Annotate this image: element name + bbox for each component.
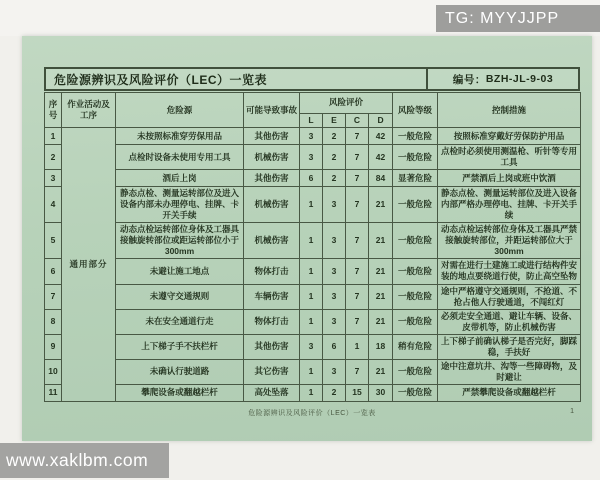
cell-seq: 1 (45, 128, 62, 145)
page-title: 危险源辨识及风险评价（LEC）一览表 (54, 72, 268, 87)
table-row (45, 284, 581, 309)
cell-d-value: 30 (369, 384, 393, 401)
cell-accident: 其他伤害 (244, 170, 300, 187)
cell-seq: 9 (45, 334, 62, 359)
cell-risk-level: 一般危险 (393, 223, 438, 259)
cell-seq: 8 (45, 309, 62, 334)
cell-hazard: 未按照标准穿劳保用品 (116, 128, 244, 145)
cell-accident: 机械伤害 (244, 223, 300, 259)
header-seq: 序号 (45, 93, 62, 128)
table-row (45, 359, 581, 384)
table-row (45, 187, 581, 223)
cell-risk-level: 一般危险 (393, 145, 438, 170)
cell-control: 上下梯子前确认梯子是否完好，脚踩稳，手扶好 (438, 334, 581, 359)
cell-control: 严禁酒后上岗或班中饮酒 (438, 170, 581, 187)
cell-seq: 2 (45, 145, 62, 170)
cell-hazard: 酒后上岗 (116, 170, 244, 187)
cell-c-value: 7 (346, 359, 369, 384)
header-activity: 作业活动及工序 (62, 93, 116, 128)
header-lecd-col: D (369, 114, 393, 128)
cell-control: 对需在进行土建施工或进行结构件安装的地点要绕道行使，防止高空坠物 (438, 259, 581, 284)
cell-l-value: 3 (300, 145, 323, 170)
cell-accident: 高处坠落 (244, 384, 300, 401)
header-control: 控制措施 (438, 93, 581, 128)
header-lecd-col: E (323, 114, 346, 128)
cell-e-value: 2 (323, 170, 346, 187)
cell-control: 按照标准穿戴好劳保防护用品 (438, 128, 581, 145)
cell-l-value: 1 (300, 223, 323, 259)
cell-accident: 机械伤害 (244, 145, 300, 170)
cell-seq: 7 (45, 284, 62, 309)
table-row (45, 334, 581, 359)
cell-hazard: 上下梯子手不扶栏杆 (116, 334, 244, 359)
cell-l-value: 6 (300, 170, 323, 187)
cell-d-value: 84 (369, 170, 393, 187)
cell-hazard: 未确认行驶道路 (116, 359, 244, 384)
table-title-bar (44, 67, 580, 91)
cell-c-value: 7 (346, 223, 369, 259)
cell-e-value: 3 (323, 309, 346, 334)
table-row (45, 309, 581, 334)
cell-c-value: 7 (346, 128, 369, 145)
header-row-1 (45, 93, 581, 114)
cell-c-value: 15 (346, 384, 369, 401)
cell-d-value: 21 (369, 359, 393, 384)
cell-c-value: 7 (346, 170, 369, 187)
cell-e-value: 3 (323, 284, 346, 309)
cell-e-value: 3 (323, 359, 346, 384)
header-lecd-col: C (346, 114, 369, 128)
cell-risk-level: 一般危险 (393, 384, 438, 401)
cell-accident: 机械伤害 (244, 187, 300, 223)
risk-assessment-table (44, 92, 581, 402)
cell-d-value: 21 (369, 309, 393, 334)
header-risk-level: 风险等级 (393, 93, 438, 128)
cell-d-value: 18 (369, 334, 393, 359)
header-hazard: 危险源 (116, 93, 244, 128)
cell-l-value: 3 (300, 334, 323, 359)
table-row (45, 170, 581, 187)
cell-risk-level: 一般危险 (393, 284, 438, 309)
table-row (45, 223, 581, 259)
cell-control: 途中注意坑井、沟等一些障碍物，及时避让 (438, 359, 581, 384)
cell-risk-level: 一般危险 (393, 259, 438, 284)
cell-c-value: 7 (346, 259, 369, 284)
document-page (22, 36, 592, 441)
page-footer (44, 408, 580, 420)
cell-c-value: 7 (346, 187, 369, 223)
watermark-bottom-left: www.xaklbm.com (0, 443, 169, 478)
cell-seq: 5 (45, 223, 62, 259)
cell-control: 动态点检运转部位身体及工器具严禁接触旋转部位，并距运转部位大于300mm (438, 223, 581, 259)
cell-seq: 11 (45, 384, 62, 401)
cell-e-value: 2 (323, 145, 346, 170)
doc-number-label: 编号： (452, 73, 486, 86)
cell-l-value: 1 (300, 384, 323, 401)
cell-control: 必须走安全通道、避让车辆、设备、皮带机等，防止机械伤害 (438, 309, 581, 334)
table-row (45, 145, 581, 170)
cell-l-value: 1 (300, 284, 323, 309)
cell-hazard: 动态点检运转部位身体及工器具接触旋转部位或距运转部位小于300mm (116, 223, 244, 259)
cell-accident: 其他伤害 (244, 334, 300, 359)
cell-risk-level: 一般危险 (393, 359, 438, 384)
cell-accident: 物体打击 (244, 259, 300, 284)
cell-risk-level: 显著危险 (393, 170, 438, 187)
cell-seq: 10 (45, 359, 62, 384)
cell-d-value: 21 (369, 259, 393, 284)
cell-c-value: 1 (346, 334, 369, 359)
cell-risk-level: 一般危险 (393, 187, 438, 223)
cell-c-value: 7 (346, 145, 369, 170)
cell-l-value: 3 (300, 128, 323, 145)
doc-number-value: BZH-JL-9-03 (485, 73, 554, 85)
cell-hazard: 未遵守交通规则 (116, 284, 244, 309)
cell-e-value: 2 (323, 384, 346, 401)
table-row (45, 128, 581, 145)
footer-page-number: 1 (570, 407, 574, 415)
cell-l-value: 1 (300, 309, 323, 334)
cell-accident: 其它伤害 (244, 359, 300, 384)
footer-title: 危险源辨识及风险评价（LEC）一览表 (248, 409, 376, 417)
cell-e-value: 2 (323, 128, 346, 145)
cell-accident: 物体打击 (244, 309, 300, 334)
cell-control: 严禁攀爬设备或翻越栏杆 (438, 384, 581, 401)
cell-risk-level: 一般危险 (393, 309, 438, 334)
cell-l-value: 1 (300, 359, 323, 384)
cell-risk-level: 稍有危险 (393, 334, 438, 359)
cell-e-value: 3 (323, 259, 346, 284)
cell-d-value: 21 (369, 284, 393, 309)
table-row (45, 384, 581, 401)
cell-e-value: 3 (323, 187, 346, 223)
cell-d-value: 42 (369, 128, 393, 145)
cell-d-value: 42 (369, 145, 393, 170)
cell-accident: 车辆伤害 (244, 284, 300, 309)
cell-control: 点检时必须使用测温枪、听针等专用工具 (438, 145, 581, 170)
cell-d-value: 21 (369, 223, 393, 259)
cell-risk-level: 一般危险 (393, 128, 438, 145)
cell-hazard: 未避让施工地点 (116, 259, 244, 284)
cell-c-value: 7 (346, 309, 369, 334)
watermark-top-right: TG: MYYJJPP (436, 5, 600, 32)
cell-hazard: 点检时设备未使用专用工具 (116, 145, 244, 170)
cell-seq: 4 (45, 187, 62, 223)
document-content (44, 67, 580, 420)
doc-number (426, 69, 578, 89)
cell-accident: 其他伤害 (244, 128, 300, 145)
header-lecd-col: L (300, 114, 323, 128)
cell-l-value: 1 (300, 187, 323, 223)
header-risk-eval: 风险评价 (300, 93, 393, 114)
header-accident: 可能导致事故 (244, 93, 300, 128)
cell-d-value: 21 (369, 187, 393, 223)
cell-hazard: 未在安全通道行走 (116, 309, 244, 334)
cell-hazard: 静态点检、测量运转部位及进入设备内部未办理停电、挂牌、卡开关手续 (116, 187, 244, 223)
table-row (45, 259, 581, 284)
cell-c-value: 7 (346, 284, 369, 309)
cell-control: 静态点检、测量运转部位及进入设备内部严格办理停电、挂牌、卡开关手续 (438, 187, 581, 223)
cell-hazard: 攀爬设备或翻越栏杆 (116, 384, 244, 401)
cell-seq: 3 (45, 170, 62, 187)
table-body (45, 128, 581, 402)
cell-activity-group: 通用部分 (62, 128, 116, 402)
cell-control: 途中严格遵守交通规则，不抢道、不抢占他人行驶通道，不闯红灯 (438, 284, 581, 309)
cell-e-value: 6 (323, 334, 346, 359)
cell-l-value: 1 (300, 259, 323, 284)
cell-seq: 6 (45, 259, 62, 284)
cell-e-value: 3 (323, 223, 346, 259)
